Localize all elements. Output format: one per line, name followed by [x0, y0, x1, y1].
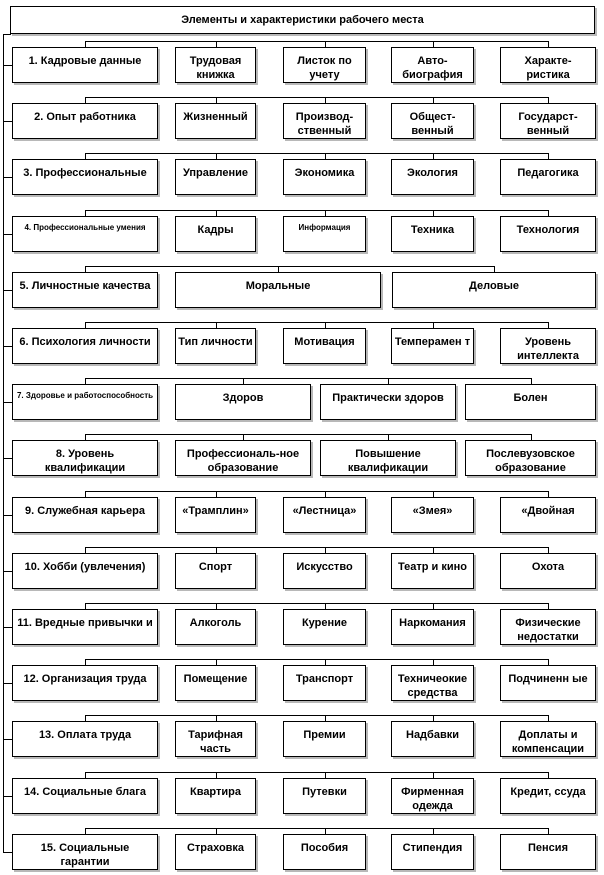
item-box: Характе-ристика	[500, 47, 596, 83]
row-bus	[85, 491, 548, 492]
item-box: Авто-биография	[391, 47, 474, 83]
item-box: Кадры	[175, 216, 256, 252]
item-box: «Лестница»	[283, 497, 366, 533]
spine-branch	[3, 177, 12, 178]
spine-line	[3, 34, 4, 852]
item-box: Листок по учету	[283, 47, 366, 83]
row-drop	[85, 715, 86, 721]
item-box: «Трамплин»	[175, 497, 256, 533]
spine-branch	[3, 627, 12, 628]
spine-branch	[3, 65, 12, 66]
diagram-title: Элементы и характеристики рабочего места	[10, 6, 595, 34]
category-box: 15. Социальные гарантии	[12, 834, 158, 870]
row-bus	[85, 434, 531, 435]
item-box: Послевузовское образование	[465, 440, 596, 476]
item-box: Фирменная одежда	[391, 778, 474, 814]
item-box: Темперамен т	[391, 328, 474, 364]
item-box: Физические недостатки	[500, 609, 596, 645]
category-box: 3. Профессиональные	[12, 159, 158, 195]
item-box: Экология	[391, 159, 474, 195]
item-box: Профессиональ-ное образование	[175, 440, 311, 476]
item-box: Страховка	[175, 834, 256, 870]
item-box: Транспорт	[283, 665, 366, 701]
item-box: Алкоголь	[175, 609, 256, 645]
spine-branch	[3, 346, 12, 347]
row-drop	[85, 266, 86, 272]
item-box: Квартира	[175, 778, 256, 814]
item-box: Помещение	[175, 665, 256, 701]
row-drop	[85, 210, 86, 216]
item-box: Доплаты и компенсации	[500, 721, 596, 757]
item-box: Искусство	[283, 553, 366, 589]
item-box: Моральные	[175, 272, 381, 308]
row-bus	[85, 41, 548, 42]
item-box: Техника	[391, 216, 474, 252]
spine-branch	[3, 739, 12, 740]
row-drop	[85, 153, 86, 159]
item-box: Государст-венный	[500, 103, 596, 139]
item-box: Технология	[500, 216, 596, 252]
item-box: Повышение квалификации	[320, 440, 456, 476]
spine-branch	[3, 571, 12, 572]
item-box: Охота	[500, 553, 596, 589]
item-box: Стипендия	[391, 834, 474, 870]
item-box: Тарифная часть	[175, 721, 256, 757]
item-box: «Двойная	[500, 497, 596, 533]
item-box: Спорт	[175, 553, 256, 589]
category-box: 9. Служебная карьера	[12, 497, 158, 533]
item-box: «Змея»	[391, 497, 474, 533]
row-bus	[85, 547, 548, 548]
item-box: Техничеокие средства	[391, 665, 474, 701]
spine-branch	[3, 515, 12, 516]
item-box: Производ-ственный	[283, 103, 366, 139]
category-box: 8. Уровень квалификации	[12, 440, 158, 476]
spine-branch	[3, 683, 12, 684]
spine-branch	[3, 796, 12, 797]
row-bus	[85, 772, 548, 773]
row-bus	[85, 828, 548, 829]
row-drop	[85, 97, 86, 103]
spine-branch	[3, 402, 12, 403]
row-drop	[85, 378, 86, 384]
spine-top-connector	[3, 34, 11, 35]
row-drop	[85, 322, 86, 328]
item-box: Премии	[283, 721, 366, 757]
item-box: Здоров	[175, 384, 311, 420]
row-bus	[85, 659, 548, 660]
row-bus	[85, 378, 531, 379]
item-box: Болен	[465, 384, 596, 420]
category-box: 7. Здоровье и работоспособность	[12, 384, 158, 420]
item-box: Театр и кино	[391, 553, 474, 589]
item-box: Педагогика	[500, 159, 596, 195]
item-box: Кредит, ссуда	[500, 778, 596, 814]
category-box: 4. Профессиональные умения	[12, 216, 158, 252]
category-box: 2. Опыт работника	[12, 103, 158, 139]
row-drop	[85, 547, 86, 553]
row-bus	[85, 322, 548, 323]
item-box: Мотивация	[283, 328, 366, 364]
category-box: 6. Психология личности	[12, 328, 158, 364]
item-box: Уровень интеллекта	[500, 328, 596, 364]
item-box: Тип личности	[175, 328, 256, 364]
item-box: Путевки	[283, 778, 366, 814]
item-box: Экономика	[283, 159, 366, 195]
spine-branch	[3, 234, 12, 235]
spine-branch	[3, 290, 12, 291]
row-drop	[85, 659, 86, 665]
row-bus	[85, 715, 548, 716]
item-box: Трудовая книжка	[175, 47, 256, 83]
item-box: Курение	[283, 609, 366, 645]
item-box: Надбавки	[391, 721, 474, 757]
category-box: 1. Кадровые данные	[12, 47, 158, 83]
row-bus	[85, 603, 548, 604]
category-box: 14. Социальные блага	[12, 778, 158, 814]
category-box: 11. Вредные привычки и	[12, 609, 158, 645]
item-box: Пенсия	[500, 834, 596, 870]
item-box: Управление	[175, 159, 256, 195]
item-box: Жизненный	[175, 103, 256, 139]
spine-branch	[3, 852, 12, 853]
spine-branch	[3, 121, 12, 122]
item-box: Подчиненн ые	[500, 665, 596, 701]
row-bus	[85, 153, 548, 154]
category-box: 12. Организация труда	[12, 665, 158, 701]
row-drop	[85, 41, 86, 47]
item-box: Практически здоров	[320, 384, 456, 420]
row-drop	[85, 434, 86, 440]
row-drop	[85, 491, 86, 497]
category-box: 5. Личностные качества	[12, 272, 158, 308]
row-drop	[85, 772, 86, 778]
row-bus	[85, 210, 548, 211]
category-box: 10. Хобби (увлечения)	[12, 553, 158, 589]
row-drop	[85, 603, 86, 609]
spine-branch	[3, 458, 12, 459]
row-bus	[85, 266, 494, 267]
row-bus	[85, 97, 548, 98]
item-box: Наркомания	[391, 609, 474, 645]
row-drop	[85, 828, 86, 834]
item-box: Информация	[283, 216, 366, 252]
item-box: Деловые	[392, 272, 596, 308]
category-box: 13. Оплата труда	[12, 721, 158, 757]
item-box: Пособия	[283, 834, 366, 870]
item-box: Общест-венный	[391, 103, 474, 139]
